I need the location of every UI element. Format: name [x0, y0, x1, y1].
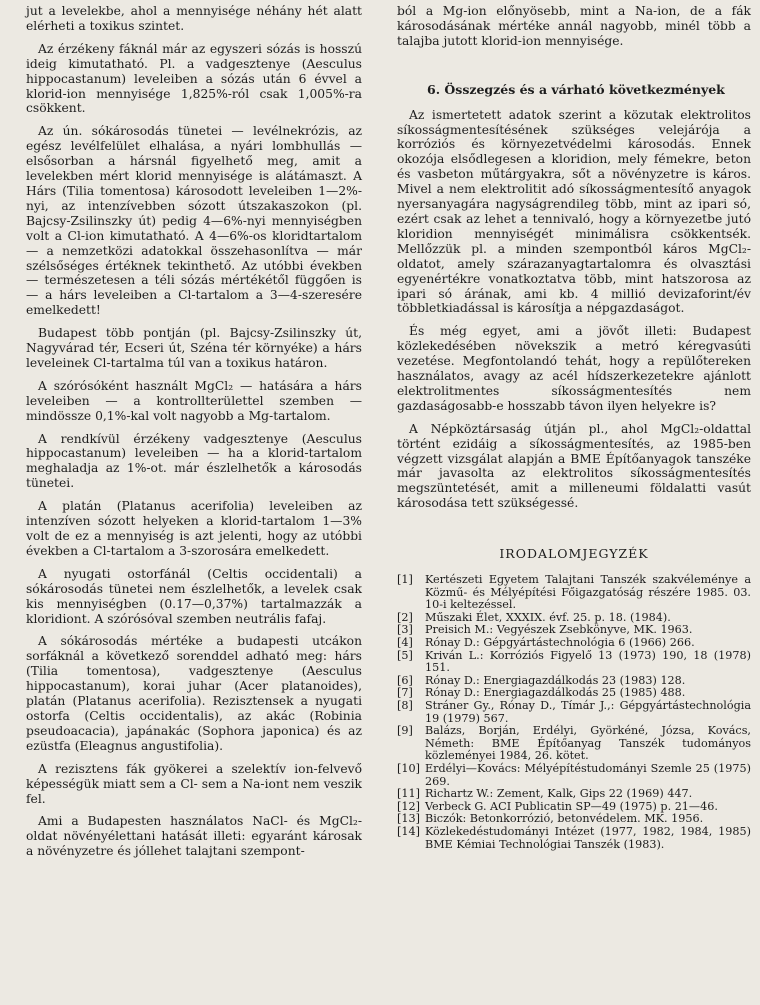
- body-paragraph: Budapest több pontján (pl. Bajcsy-Zsilinszky út, Nagyvárad tér, Ecseri út, Széna tér környéke) a hárs leveleinek Cl-tartalma túl van a toxikus határon.: [26, 326, 362, 370]
- reference-item: [397, 763, 751, 788]
- body-paragraph: És még egyet, ami a jövőt illeti: Budapest közlekedésében növekszik a metró kéregvasúti vezetése. Megfontolandó tehát, hogy a repülőtereken használatos, avagy az acél hídszerkezetekre ajánlott elektrolitmentes síkosságmentesítés nem gazdaságosabb-e hosszabb távon ilyen helyekre is?: [397, 324, 751, 413]
- section-heading: 6. Összegzés és a várható következmények: [427, 81, 725, 97]
- reference-number: [8]: [397, 699, 413, 713]
- reference-number: [2]: [397, 610, 413, 624]
- reference-text: Biczók: Betonkorrózió, betonvédelem. MK. 1956.: [425, 812, 704, 826]
- reference-number: [1]: [397, 573, 413, 587]
- reference-text: Balázs, Borján, Erdélyi, Györkéné, Józsa, Kovács, Németh: BME Építőanyag Tanszék tudományos közleményei 1984, 26. kötet.: [425, 724, 751, 763]
- reference-number: [3]: [397, 623, 413, 637]
- reference-item: [397, 637, 751, 650]
- reference-number: [14]: [397, 824, 420, 838]
- references-list: [397, 574, 751, 851]
- reference-text: Műszaki Élet, XXXIX. évf. 25. p. 18. (1984).: [425, 610, 671, 624]
- reference-item: [397, 725, 751, 763]
- reference-number: [11]: [397, 787, 420, 801]
- reference-number: [7]: [397, 686, 413, 700]
- reference-text: Közlekedéstudományi Intézet (1977, 1982, 1984, 1985) BME Kémiai Technológiai Tanszék (1983).: [425, 824, 751, 851]
- reference-item: [397, 826, 751, 851]
- body-paragraph: A rezisztens fák gyökerei a szelektív ion-felvevő képességük miatt sem a Cl- sem a Na-iont nem veszik fel.: [26, 761, 362, 806]
- body-paragraph: A sókárosodás mértéke a budapesti utcákon sorfáknál a következő sorenddel adható meg: hárs (Tilia tomentosa), vadgesztenye (Aesculus hippocastanum), korai juhar (Acer platanoides), platán (Platanus acerifolia). Rezisztensek a nyugati ostorfa (Celtis occidentalis), az akác (Robinia pseudoacacia), japánakác (Sophora japonica) és az ezüstfa (Eleagnus angustifolia).: [26, 634, 362, 753]
- reference-text: Preisich M.: Vegyészek Zsebkönyve, MK. 1963.: [425, 623, 693, 637]
- reference-text: Verbeck G. ACI Publicatin SP—49 (1975) p. 21—46.: [425, 799, 718, 813]
- reference-item: [397, 700, 751, 725]
- reference-number: [10]: [397, 762, 420, 775]
- references-heading: IRODALOMJEGYZÉK: [499, 546, 649, 562]
- right-column: [397, 4, 751, 851]
- reference-number: [13]: [397, 812, 420, 826]
- body-paragraph: Az érzékeny fáknál már az egyszeri sózás is hosszú ideig kimutatható. Pl. a vadgesztenye (Aesculus hippocastanum) leveleiben a sózás után 6 évvel a klorid-ion mennyisége 1,825%-ról csak 1,005%-ra csökkent.: [26, 41, 362, 116]
- body-paragraph: A rendkívül érzékeny vadgesztenye (Aesculus hippocastanum) leveleiben — ha a klorid-tartalom meghaladja az 1%-ot. már észlelhetők a károsodás tünetei.: [26, 431, 362, 491]
- body-paragraph: A platán (Platanus acerifolia) leveleiben az intenzíven sózott helyeken a klorid-tartalom 1—3% volt de ez a mennyiség is azt jelenti, hogy az utóbbi években a Cl-tartalom a 3-szorosára emelkedett.: [26, 499, 362, 558]
- reference-number: [4]: [397, 636, 413, 650]
- reference-number: [12]: [397, 799, 420, 813]
- reference-item: [397, 650, 751, 675]
- reference-text: Kriván L.: Korróziós Figyelő 13 (1973) 190, 18 (1978) 151.: [425, 648, 751, 675]
- left-column: [26, 4, 362, 867]
- body-paragraph: A Népköztársaság útján pl., ahol MgCl₂-oldattal történt ezidáig a síkosságmentesítés, az 1985-ben végzett vizsgálat alapján a BME Építőanyagok tanszéke már javasolta az elektrolitos síkosságmentesítés megszüntetését, amit a milleneumi földalatti vasút károsodása tett szükségessé.: [397, 421, 751, 511]
- body-paragraph: Ami a Budapesten használatos NaCl- és MgCl₂-oldat növényélettani hatását illeti: egyaránt károsak a növényzetre és jóllehet talajtani szempont-: [26, 814, 362, 859]
- reference-text: Rónay D.: Gépgyártástechnológia 6 (1966) 266.: [425, 636, 695, 650]
- reference-item: [397, 788, 751, 801]
- reference-text: Rónay D.: Energiagazdálkodás 25 (1985) 488.: [425, 686, 686, 700]
- body-paragraph: jut a levelekbe, ahol a mennyisége néhány hét alatt elérheti a toxikus szintet.: [26, 4, 362, 33]
- reference-number: [6]: [397, 673, 413, 687]
- continued-paragraph: ból a Mg-ion előnyösebb, mint a Na-ion, de a fák károsodásának mértéke annál nagyobb, minél több a talajba jutott klorid-ion mennyisége.: [397, 4, 751, 48]
- reference-number: [5]: [397, 648, 413, 662]
- body-paragraph: Az ún. sókárosodás tünetei — levélnekrózis, az egész levélfelület elhalása, a nyári lombhullás — elsősorban a hársnál figyelhető meg, amit a levelekben mért klorid mennyisége is alátámaszt. A Hárs (Tilia tomentosa) károsodott leveleiben 1—2%-nyi, az intenzívebben sózott útszakaszokon (pl. Bajcsy-Zsilinszky út) pedig 4—6%-nyi mennyiségben volt a Cl-ion kimutatható. A 4—6%-os kloridtartalom — a nemzetközi adatokkal összehasonlítva — már szélsőséges értéknek tekinthető. Az utóbbi években — természetesen a téli sózás mértékétől függően is — a hárs leveleiben a Cl-tartalom a 3—4-szeresére emelkedett!: [26, 124, 362, 318]
- reference-text: Erdélyi—Kovács: Mélyépítéstudományi Szemle 25 (1975) 269.: [425, 762, 751, 788]
- body-paragraph: A szórósóként használt MgCl₂ — hatására a hárs leveleiben — a kontrollterülettel szemben — mindössze 0,1%-kal volt nagyobb a Mg-tartalom.: [26, 378, 362, 423]
- body-paragraph: A nyugati ostorfánál (Celtis occidentali) a sókárosodás tünetei nem észlelhetők, a levelek csak kis mennyiségben (0.17—0,37%) tartalmazzák a kloridiont. A szórósóval szemben neutrális fafaj.: [26, 566, 362, 626]
- body-paragraph: Az ismertetett adatok szerint a közutak elektrolitos síkosságmentesítésének szükséges velejárója a korróziós és környezetvédelmi károsodás. Ennek okozója elsődlegesen a kloridion, mely fémekre, beton és vasbeton műtárgyakra, sőt a növényzetre is káros. Mivel a nem elektrolitit adó síkosságmentesítő anyagok nyersanyagára nagyságrendileg több, mint az ipari só, ezért csak az lehet a tennivaló, hogy a környezetbe jutó kloridion mennyiségét minimálisra csökkentsék. Mellőzzük pl. a minden szempontból káros MgCl₂-oldatot, amely szárazanyagtartalomra és olvasztási egyenértékre vonatkoztatva több, mint hatszorosa az ipari só árának, ami kb. 4 millió devizaforint/év többletkiadással is károsítja a népgazdaságot.: [397, 107, 751, 316]
- reference-text: Richartz W.: Zement, Kalk, Gips 22 (1969) 447.: [425, 787, 693, 801]
- reference-number: [9]: [397, 724, 413, 738]
- reference-text: Kertészeti Egyetem Talajtani Tanszék szakvéleménye a Közmű- és Mélyépítési Főigazgatóság részére 1985. 03. 10-i keltezéssel.: [425, 573, 751, 612]
- reference-text: Stráner Gy., Rónay D., Tímár J.,: Gépgyártástechnológia 19 (1979) 567.: [425, 699, 751, 725]
- reference-text: Rónay D.: Energiagazdálkodás 23 (1983) 128.: [425, 673, 686, 687]
- reference-item: [397, 574, 751, 612]
